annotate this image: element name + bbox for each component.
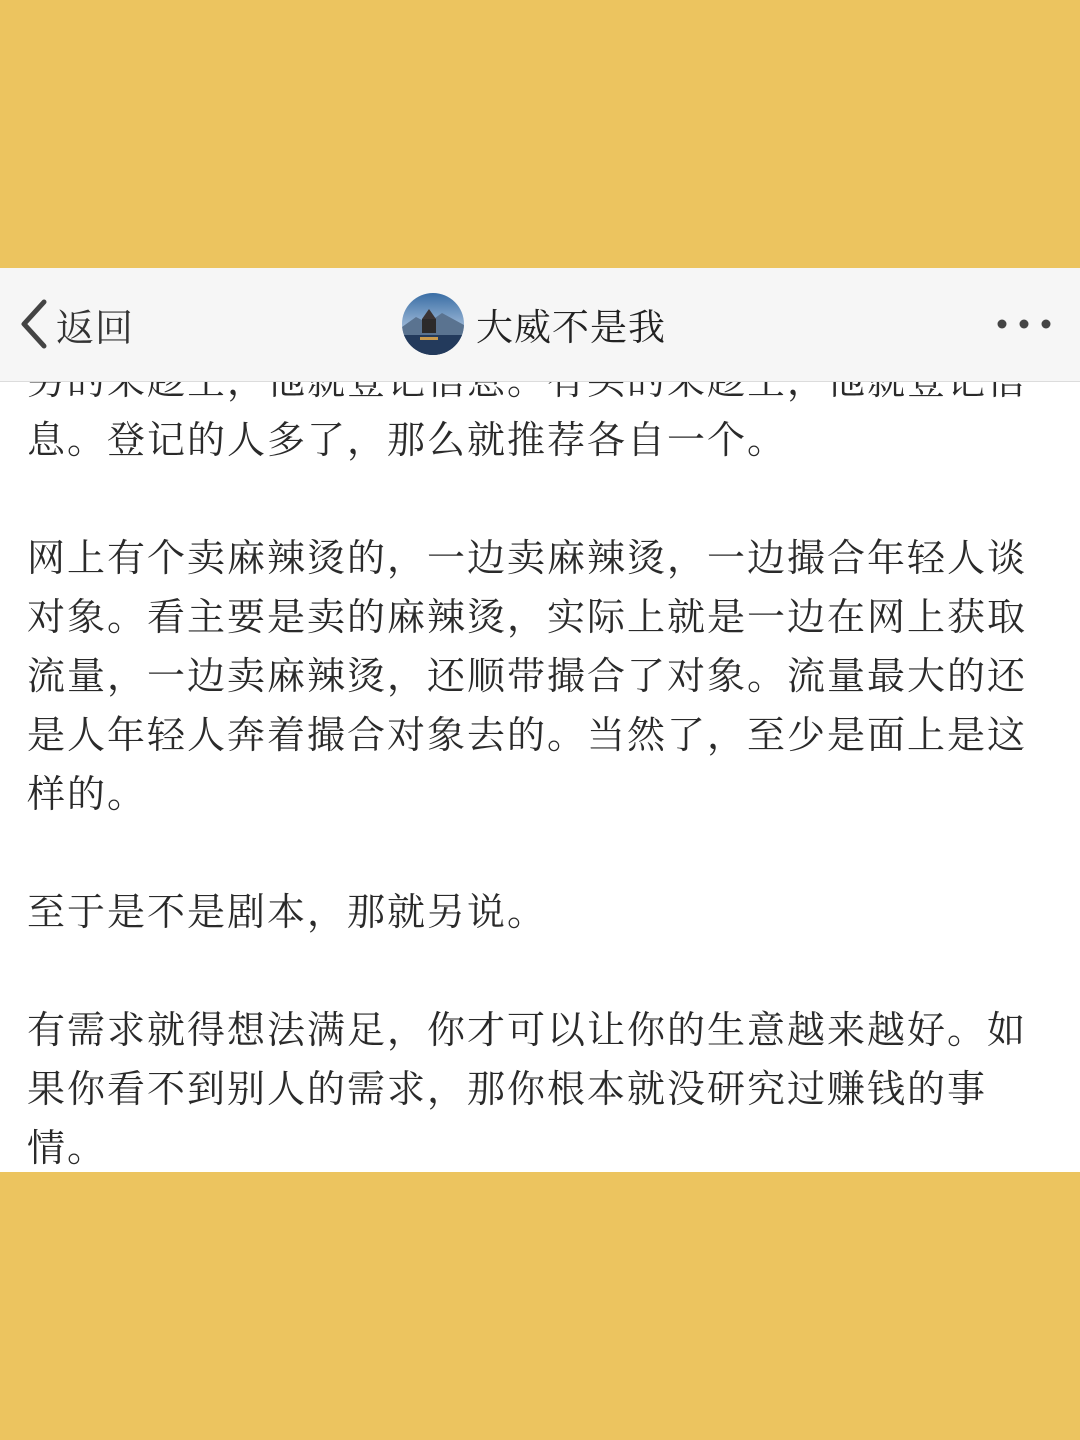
article-paragraph: 至于是不是剧本，那就另说。	[27, 890, 548, 934]
back-button[interactable]	[16, 294, 134, 354]
phone-screen	[0, 268, 1080, 1172]
chevron-left-icon	[16, 298, 50, 350]
article-paragraph: 网上有个卖麻辣烫的，一边卖麻辣烫，一边撮合年轻人谈对象。看主要是卖的麻辣烫，实际上就是一边在网上获取流量，一边卖麻辣烫，还顺带撮合了对象。流量最大的还是人年轻人奔着撮合对象去的。当然了，至少是面上是这样的。	[27, 536, 1028, 816]
article-body	[27, 352, 1057, 1172]
navigation-bar	[0, 268, 1080, 382]
author-header[interactable]	[402, 292, 666, 356]
author-name: 大威不是我	[476, 306, 666, 349]
top-background-band	[0, 0, 1080, 268]
article-paragraph: 有需求就得想法满足，你才可以让你的生意越来越好。如果你看不到别人的需求，那你根本就没研究过赚钱的事情。	[27, 1008, 1028, 1170]
more-horizontal-icon[interactable]	[996, 304, 1056, 344]
bottom-background-band	[0, 1172, 1080, 1440]
back-label: 返回	[56, 305, 135, 350]
avatar[interactable]	[402, 293, 464, 355]
article-paragraph: 息。登记的人多了，那么就推荐各自一个。	[27, 418, 788, 462]
